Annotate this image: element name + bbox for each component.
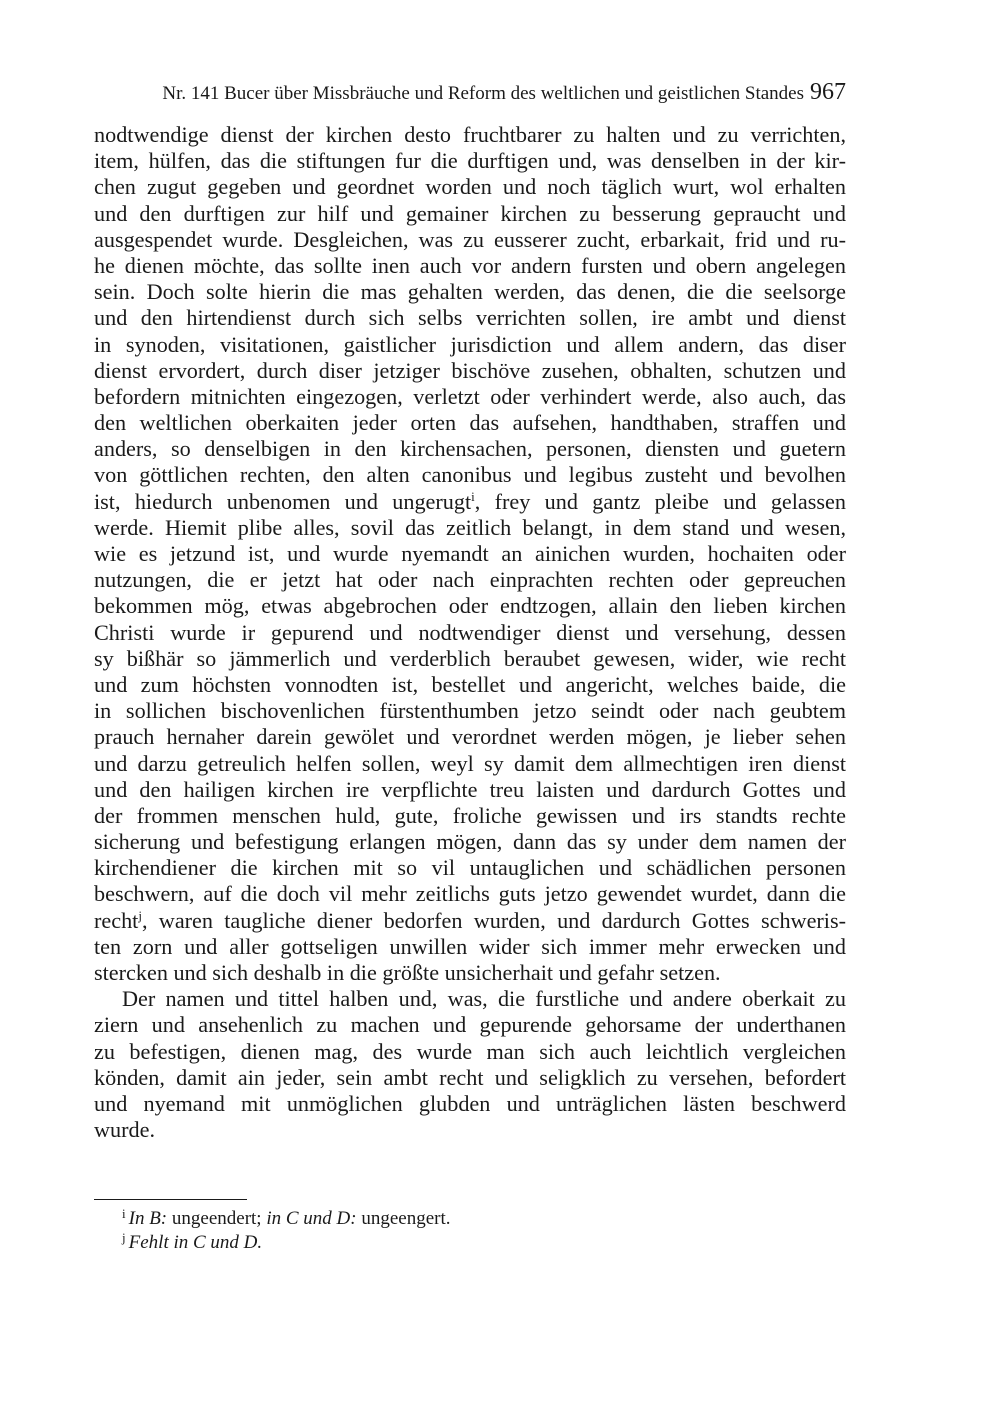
footnote-marker: j [122,1230,126,1245]
text-line: der frommen menschen huld, gute, froliche gewissen und irs standts rechte [94,802,846,828]
footnote-ref[interactable]: i [471,488,475,504]
text-line: Christi wurde ir gepurend und nodtwendiger dienst und versehung, dessen [94,619,846,645]
text-line: befordern mitnichten eingezogen, verletzt oder verhindert werde, also auch, das [94,383,846,409]
text-line: chen zugut gegeben und geordnet worden und noch täglich wurt, wol erhalten [94,174,846,200]
footnote-i [122,1207,450,1231]
text-line: wie es jetzund ist, und wurde nyemandt an ainichen wurden, hochaiten oder [94,541,846,566]
footnote-text: In B: [128,1208,168,1229]
text-line [94,908,846,934]
text-line: von göttlichen rechten, den alten canonibus und legibus zusteht und bevolhen [94,462,846,488]
text-line: könden, damit ain jeder, sein ambt recht und seligklich zu versehen, befordert [94,1064,846,1090]
text-line: bekommen mög, etwas abgebrochen oder endtzogen, allain den lieben kirchen [94,593,846,619]
text-line: werde. Hiemit plibe alles, sovil das zeitlich belangt, in dem stand und wesen, [94,514,846,540]
footnote-text: Fehlt in C und D. [128,1232,263,1253]
running-header [94,78,846,108]
text-line: und zum höchsten vonnodten ist, bestellet und angericht, welches baide, die [94,671,846,697]
text-line: beschwern, auf die doch vil mehr zeitlichs guts jetzo gewendet wurdet, dann die [94,881,846,907]
text-segment: , waren taugliche diener bedorfen wurden, und dardurch Gottes schweris- [141,907,846,933]
footnote-ref[interactable]: j [138,907,142,923]
text-line: sy bißhär so jämmerlich und verderblich beraubet gewesen, wider, wie recht [94,645,846,671]
text-line: in sollichen bischovenlichen fürstenthumben jetzo seindt oder nach geubtem [94,698,846,724]
text-segment: recht [94,907,139,933]
running-title: Nr. 141 Bucer über Missbräuche und Reform des weltlichen und geistlichen Standes [162,83,804,104]
text-line [94,489,846,515]
text-line: ziern und ansehenlich zu machen und gepurende gehorsame der underthanen [94,1012,846,1038]
text-line: Der namen und tittel halben und, was, die furstliche und andere oberkait zu [122,986,846,1012]
text-line: den weltlichen oberkaiten jeder orten das aufsehen, handthaben, straffen und [94,410,846,436]
text-line: wurde. [94,1117,155,1143]
footnote-marker: i [122,1206,126,1221]
text-line: prauch hernaher darein gewölet und verordnet werden mögen, je lieber sehen [94,724,846,750]
text-line: ausgespendet wurde. Desgleichen, was zu eusserer zucht, erbarkait, frid und ru- [94,226,846,252]
text-line: kirchendiener die kirchen mit so vil untauglichen und schädlichen personen [94,855,846,881]
text-line: in synoden, visitationen, gaistlicher jurisdiction und allem andern, das diser [94,331,846,357]
footnotes [122,1207,450,1255]
text-line: sein. Doch solte hierin die mas gehalten werden, das denen, die die seelsorge [94,279,846,305]
text-line: und nyemand mit unmöglichen glubden und unträglichen lästen beschwerd [94,1090,846,1116]
text-line: stercken und sich deshalb in die größte unsicherhait und gefahr setzen. [94,960,721,985]
text-line: zu befestigen, dienen mag, des wurde man sich auch leichtlich vergleichen [94,1038,846,1064]
text-line: und den durftigen zur hilf und gemainer kirchen zu besserung gepraucht und [94,200,846,226]
footnote-j [122,1231,450,1255]
footnote-divider [94,1199,247,1200]
text-line: und darzu getreulich helfen sollen, weyl sy damit dem allmechtigen iren dienst [94,750,846,776]
footnote-text: ungeendert; [167,1208,267,1229]
text-line: he dienen möchte, das sollte inen auch vor andern fursten und obern angelegen [94,252,846,278]
footnote-text: in C und D: [266,1208,357,1229]
text-line: und den hirtendienst durch sich selbs verrichten sollen, ire ambt und dienst [94,305,846,331]
text-line: ten zorn und aller gottseligen unwillen wider sich immer mehr erwecken und [94,933,846,959]
text-segment: , frey und gantz pleibe und gelassen [474,488,846,514]
text-line: nodtwendige dienst der kirchen desto fruchtbarer zu halten und zu verrichten, [94,122,846,147]
text-line: sicherung und befestigung erlangen mögen, dann das sy under dem namen der [94,829,846,855]
text-line: und den hailigen kirchen ire verpflichte treu laisten und dardurch Gottes und [94,776,846,802]
text-line: item, hülfen, das die stiftungen fur die durftigen und, was denselben in der kir- [94,148,846,174]
main-text [94,122,846,1143]
text-line: dienst ervordert, durch diser jetziger bischöve zusehen, obhalten, schutzen und [94,357,846,383]
page-number: 967 [810,79,846,105]
text-line: anders, so denselbigen in den kirchensachen, personen, diensten und guetern [94,436,846,462]
footnote-text: ungeengert. [356,1208,451,1229]
text-segment: ist, hiedurch unbenomen und ungerugt [94,488,472,514]
text-line: nutzungen, die er jetzt hat oder nach einprachten rechten oder gepreuchen [94,567,846,593]
